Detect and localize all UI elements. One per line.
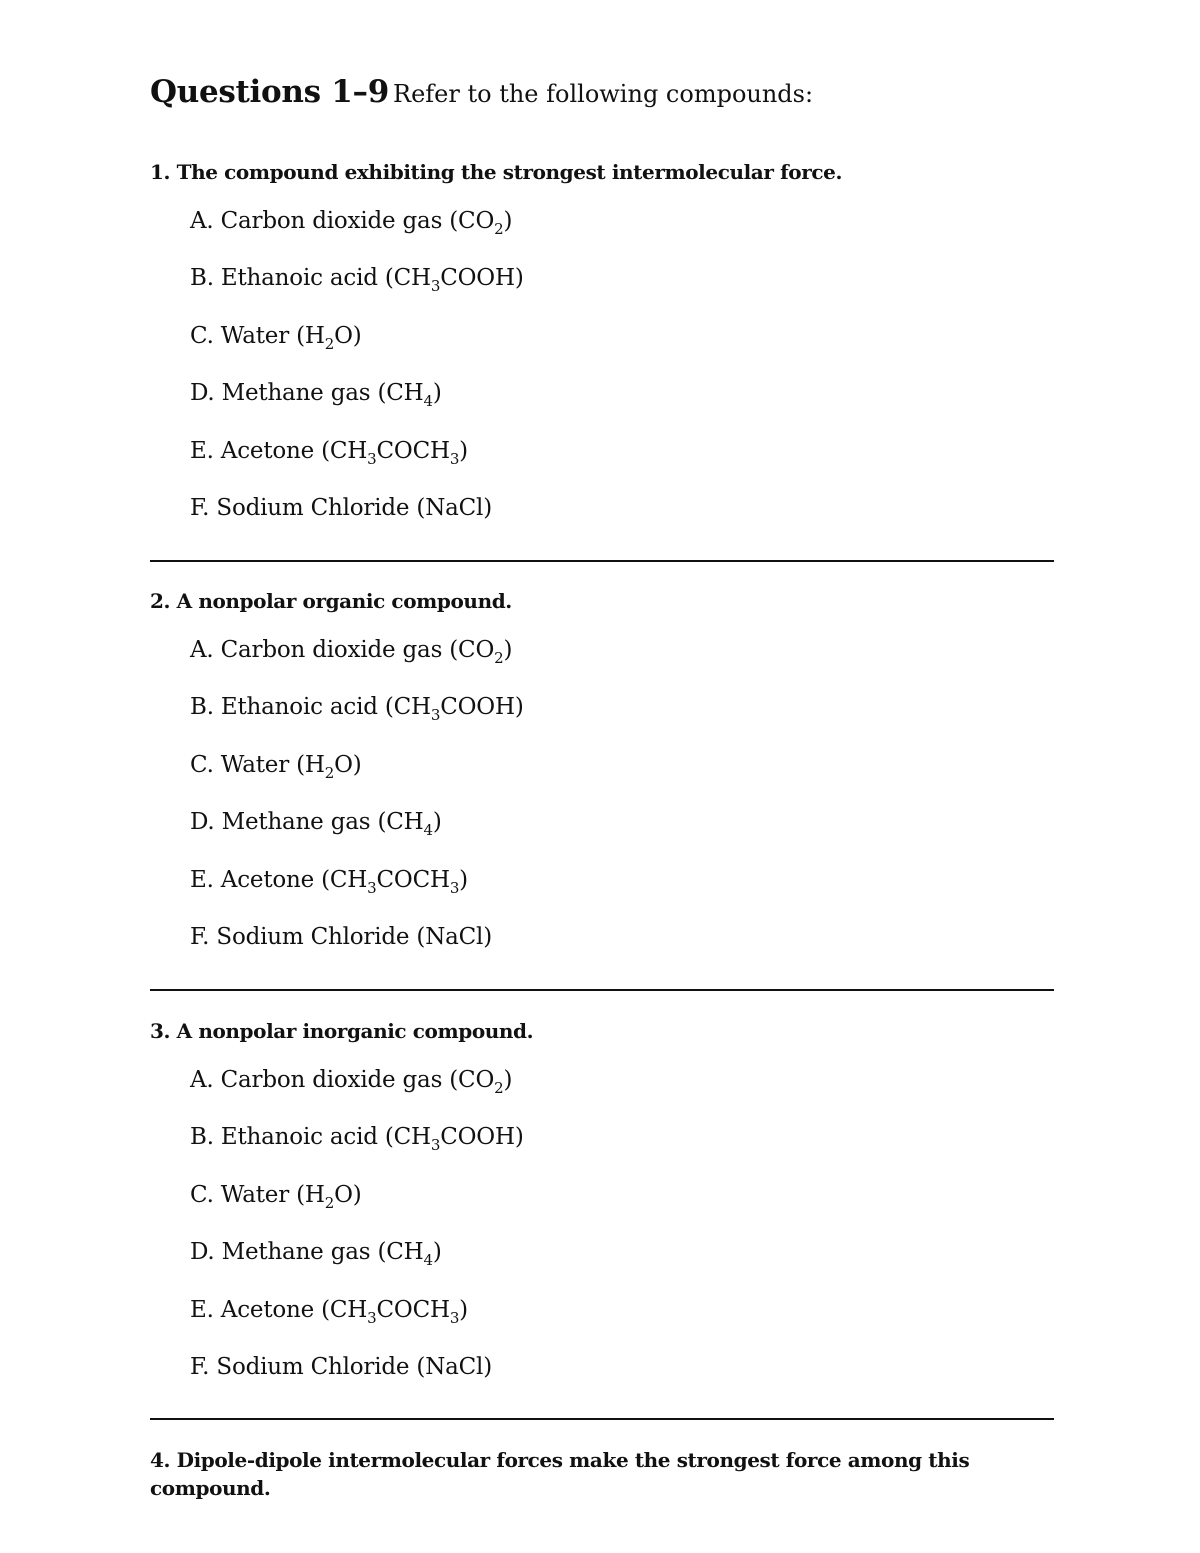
option-f: F. Sodium Chloride (NaCl) xyxy=(190,1353,492,1380)
option-a: A. Carbon dioxide gas $(CO_2)$ xyxy=(190,1067,513,1097)
divider-1 xyxy=(150,560,1054,562)
option-d: D. Methane gas $(CH_4)$ xyxy=(190,380,442,411)
question-1 xyxy=(150,158,1054,521)
answer-options xyxy=(190,207,524,551)
option-f: F. Sodium Chloride (NaCl) xyxy=(190,923,492,950)
question-prompt: 3. A nonpolar inorganic compound. xyxy=(150,1019,534,1043)
section-heading xyxy=(150,74,813,110)
section-heading-title: Questions 1–9 xyxy=(150,74,390,110)
option-b: B. Ethanoic acid $(CH_3COOH)$ xyxy=(190,694,524,725)
divider-3 xyxy=(150,1418,1054,1420)
option-d: D. Methane gas $(CH_4)$ xyxy=(190,809,442,840)
question-4 xyxy=(150,1446,970,1502)
question-prompt: 2. A nonpolar organic compound. xyxy=(150,589,512,613)
option-a: A. Carbon dioxide gas $(CO_2)$ xyxy=(190,208,513,238)
option-b: B. Ethanoic acid $(CH_3COOH)$ xyxy=(190,265,524,296)
answer-options xyxy=(190,1066,524,1410)
question-prompt: 1. The compound exhibiting the strongest intermolecular force. xyxy=(150,160,843,184)
section-heading-instruction: Refer to the following compounds: xyxy=(393,80,814,108)
option-c: C. Water $(H_2O)$ xyxy=(190,751,362,782)
option-c: C. Water $(H_2O)$ xyxy=(190,1181,362,1212)
divider-2 xyxy=(150,989,1054,991)
option-d: D. Methane gas $(CH_4)$ xyxy=(190,1239,442,1270)
answer-options xyxy=(190,636,524,980)
option-a: A. Carbon dioxide gas $(CO_2)$ xyxy=(190,637,513,667)
question-3 xyxy=(150,1017,1054,1380)
option-c: C. Water $(H_2O)$ xyxy=(190,322,362,353)
option-e: E. Acetone $(CH_3COCH_3)$ xyxy=(190,866,468,897)
option-f: F. Sodium Chloride (NaCl) xyxy=(190,494,492,521)
question-prompt: 4. Dipole-dipole intermolecular forces make the strongest force among this compound. xyxy=(150,1448,970,1500)
option-e: E. Acetone $(CH_3COCH_3)$ xyxy=(190,1296,468,1327)
question-2 xyxy=(150,587,1054,950)
option-b: B. Ethanoic acid $(CH_3COOH)$ xyxy=(190,1124,524,1155)
option-e: E. Acetone $(CH_3COCH_3)$ xyxy=(190,437,468,468)
